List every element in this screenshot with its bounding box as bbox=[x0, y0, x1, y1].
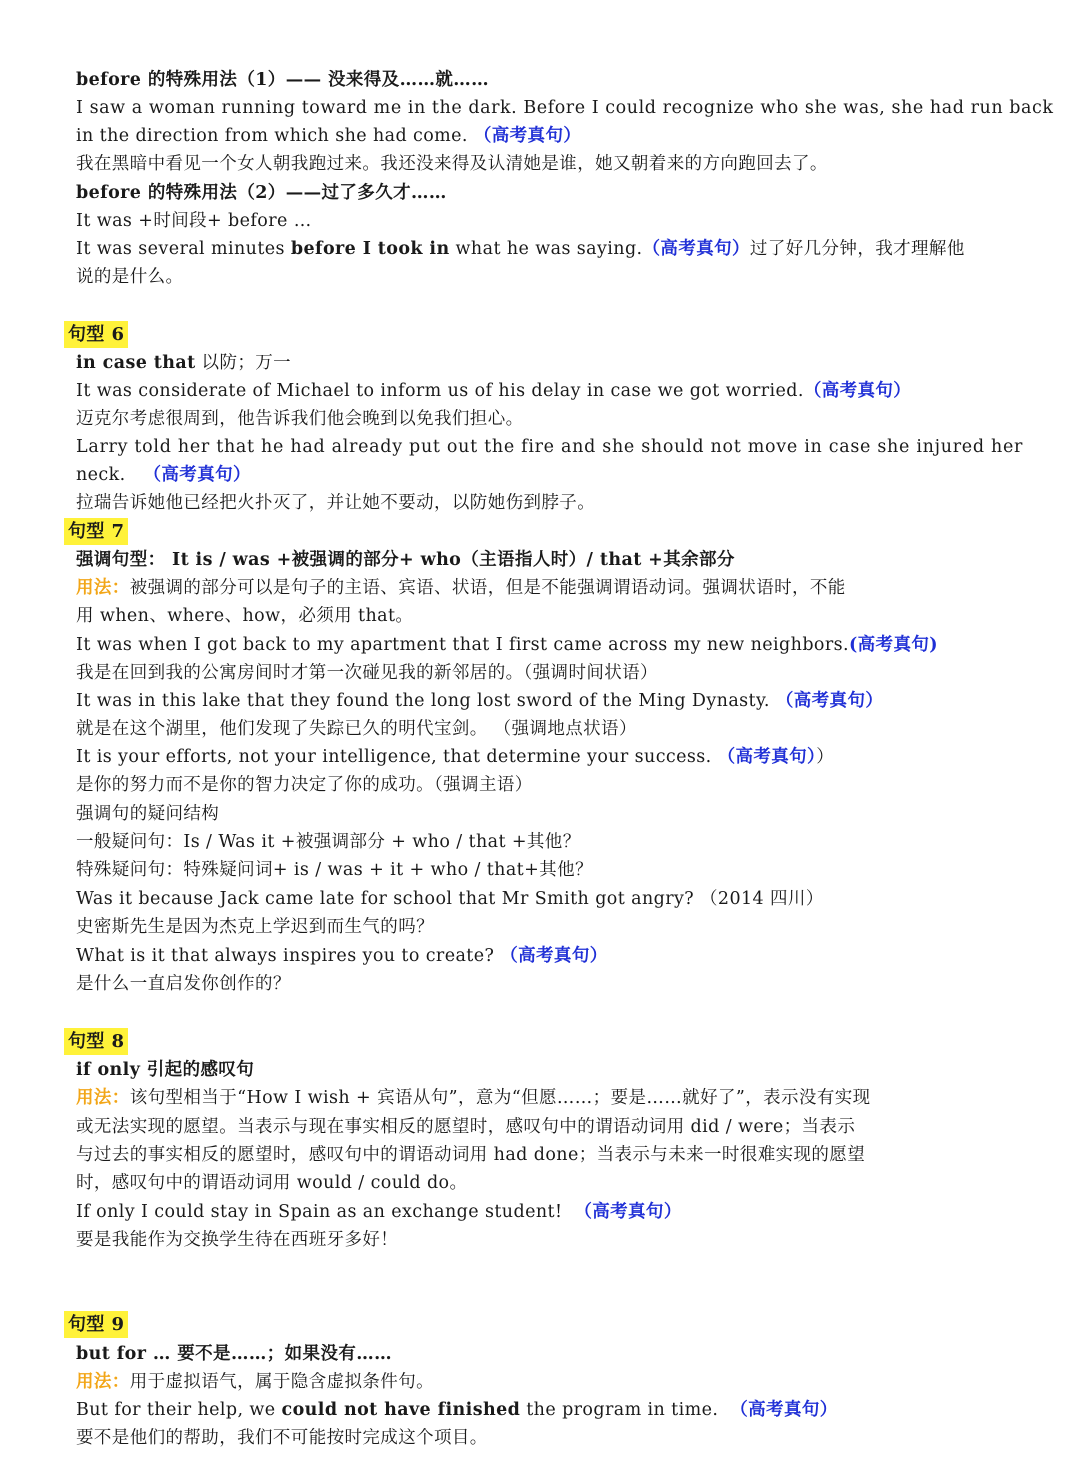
section-label-9: 句型 9 bbox=[64, 1311, 128, 1338]
before1-chinese: 我在黑暗中看见一个女人朝我跑过来。我还没来得及认清她是谁，她又朝着来的方向跑回去了。 bbox=[76, 154, 828, 174]
before2-chinese: 说的是什么。 bbox=[76, 267, 184, 287]
s9-title: but for … 要不是……；如果没有…… bbox=[76, 1344, 393, 1364]
s7-example5-chinese: 是什么一直启发你创作的？ bbox=[76, 974, 291, 994]
before2-title: before 的特殊用法（2）——过了多久才…… bbox=[76, 183, 447, 203]
s7-example2-english: It was in this lake that they found the long lost sword of the Ming Dynasty. （高考真句） bbox=[76, 691, 884, 711]
s8-title: if only 引起的感叹句 bbox=[76, 1060, 255, 1080]
s7-example3-chinese: 是你的努力而不是你的智力决定了你的成功。（强调主语） bbox=[76, 775, 533, 795]
s9-example1-chinese: 要不是他们的帮助，我们不可能按时完成这个项目。 bbox=[76, 1428, 488, 1448]
s8-usage-line3: 与过去的事实相反的愿望时，感叹句中的谓语动词用 had done；当表示与未来一时很难实现的愿望 bbox=[76, 1145, 866, 1165]
s7-example3-english: It is your efforts, not your intelligence, that determine your success. （高考真句）） bbox=[76, 747, 835, 767]
s7-example2-chinese: 就是在这个湖里，他们发现了失踪已久的明代宝剑。 （强调地点状语） bbox=[76, 719, 637, 739]
s7-example5-english: What is it that always inspires you to create? （高考真句） bbox=[76, 946, 608, 966]
s6-example2-english-line2: neck. （高考真句） bbox=[76, 465, 251, 485]
s7-example4-chinese: 史密斯先生是因为杰克上学迟到而生气的吗？ bbox=[76, 917, 434, 937]
gaokao-tag: （高考真句） bbox=[775, 691, 884, 711]
s7-question-general: 一般疑问句：Is / Was it +被强调部分 + who / that +其他？ bbox=[76, 832, 581, 852]
gaokao-tag: （高考真句） bbox=[803, 381, 912, 401]
gaokao-tag: （高考真句） bbox=[730, 1400, 838, 1420]
s6-example2-english-line1: Larry told her that he had already put out the fire and she should not move in case she injured her bbox=[76, 437, 1024, 457]
s8-example1-chinese: 要是我能作为交换学生待在西班牙多好！ bbox=[76, 1230, 399, 1250]
gaokao-tag: （高考真句） bbox=[473, 126, 582, 146]
s7-example1-english: It was when I got back to my apartment that I first came across my new neighbors.(高考真句) bbox=[76, 635, 938, 655]
s7-question-special: 特殊疑问句：特殊疑问词+ is / was + it + who / that+其他？ bbox=[76, 860, 593, 880]
section-label-7: 句型 7 bbox=[64, 518, 128, 545]
section-label-6: 句型 6 bbox=[64, 321, 128, 348]
s8-usage-line2: 或无法实现的愿望。当表示与现在事实相反的愿望时，感叹句中的谓语动词用 did / were；当表示 bbox=[76, 1117, 856, 1137]
s7-question-title: 强调句的疑问结构 bbox=[76, 804, 220, 824]
before2-pattern: It was +时间段+ before … bbox=[76, 211, 312, 231]
s9-usage-line1: 用法：用于虚拟语气，属于隐含虚拟条件句。 bbox=[76, 1372, 435, 1392]
gaokao-tag: (高考真句) bbox=[848, 635, 938, 655]
s6-example2-chinese: 拉瑞告诉她他已经把火扑灭了，并让她不要动，以防她伤到脖子。 bbox=[76, 493, 596, 513]
s8-example1-english: If only I could stay in Spain as an exchange student! （高考真句） bbox=[76, 1202, 682, 1222]
s7-usage-line1: 用法：被强调的部分可以是句子的主语、宾语、状语，但是不能强调谓语动词。强调状语时，不能 bbox=[76, 578, 846, 598]
gaokao-tag: （高考真句） bbox=[574, 1202, 682, 1222]
before1-english-line1: I saw a woman running toward me in the dark. Before I could recognize who she was, she had run back bbox=[76, 98, 1054, 118]
s6-example1-english: It was considerate of Michael to inform us of his delay in case we got worried.（高考真句） bbox=[76, 381, 912, 401]
s8-usage-line1: 用法：该句型相当于“How I wish + 宾语从句”，意为“但愿……；要是……就好了”，表示没有实现 bbox=[76, 1088, 871, 1108]
before1-english-line2: in the direction from which she had come. （高考真句） bbox=[76, 126, 582, 146]
gaokao-tag: （高考真句） bbox=[642, 239, 750, 259]
gaokao-tag: （高考真句） bbox=[143, 465, 251, 485]
s7-title: 强调句型： It is / was +被强调的部分+ who（主语指人时）/ that +其余部分 bbox=[76, 550, 735, 570]
gaokao-tag: （高考真句） bbox=[500, 946, 608, 966]
s7-example4-english: Was it because Jack came late for school that Mr Smith got angry? （2014 四川） bbox=[76, 889, 824, 909]
section-label-8: 句型 8 bbox=[64, 1028, 128, 1055]
gaokao-tag: （高考真句） bbox=[717, 747, 817, 767]
s6-title: in case that 以防；万一 bbox=[76, 353, 292, 373]
before2-example: It was several minutes before I took in what he was saying.（高考真句）过了好几分钟，我才理解他 bbox=[76, 239, 965, 259]
s8-usage-line4: 时，感叹句中的谓语动词用 would / could do。 bbox=[76, 1173, 468, 1193]
before1-title: before 的特殊用法（1）—— 没来得及……就…… bbox=[76, 70, 490, 90]
s9-example1-english: But for their help, we could not have finished the program in time. （高考真句） bbox=[76, 1400, 838, 1420]
s7-example1-chinese: 我是在回到我的公寓房间时才第一次碰见我的新邻居的。（强调时间状语） bbox=[76, 663, 658, 683]
s6-example1-chinese: 迈克尔考虑很周到，他告诉我们他会晚到以免我们担心。 bbox=[76, 409, 524, 429]
s7-usage-line2: 用 when、where、how，必须用 that。 bbox=[76, 606, 414, 626]
